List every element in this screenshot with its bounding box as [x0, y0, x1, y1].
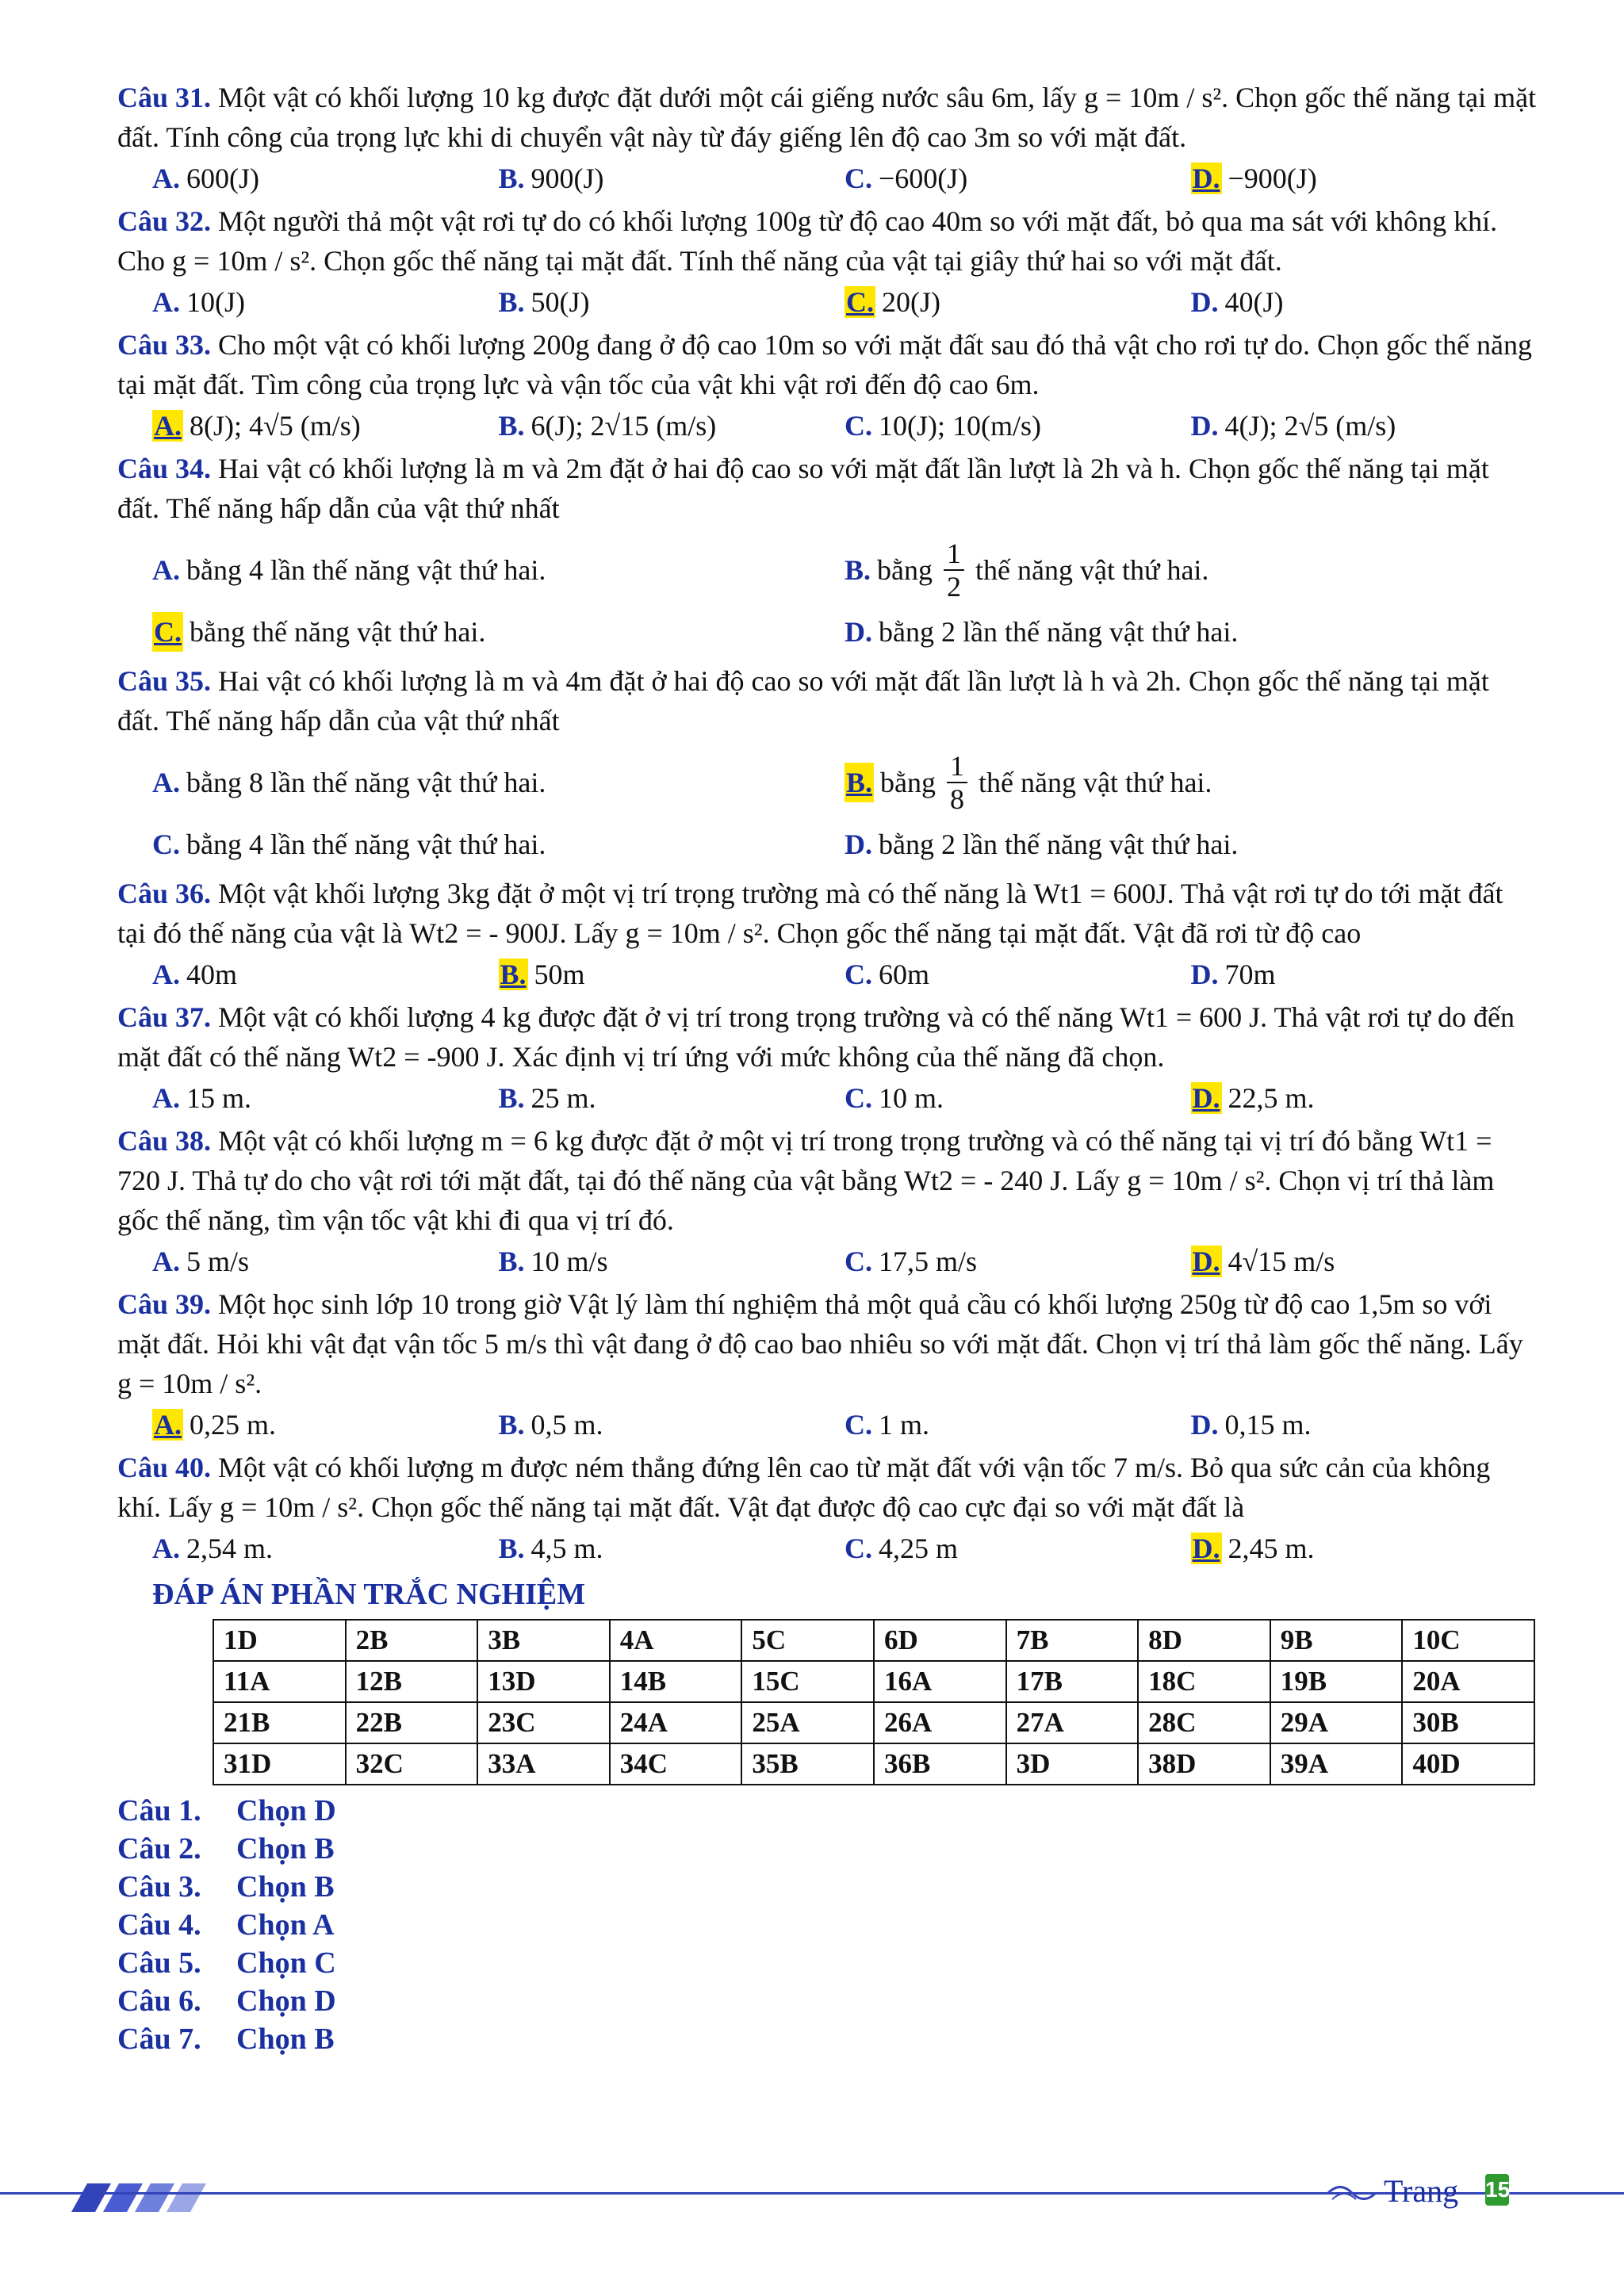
solution-question: Câu 4.	[117, 1908, 201, 1942]
option-text: 60m	[879, 959, 930, 990]
option-text: bằng 2 lần thế năng vật thứ hai.	[879, 828, 1239, 860]
option-label: B.	[498, 410, 525, 442]
option-label: A.	[152, 767, 180, 798]
answer-option	[1191, 1405, 1538, 1445]
fraction-numerator: 1	[944, 538, 964, 571]
answer-option	[1191, 1529, 1538, 1568]
answer-option	[152, 1405, 499, 1445]
option-label: B.	[498, 1246, 525, 1277]
answer-option	[152, 1242, 499, 1281]
option-text: 25 m.	[530, 1082, 596, 1114]
answer-option	[845, 538, 1537, 603]
question-34	[117, 449, 1537, 528]
table-cell: 36B	[874, 1743, 1006, 1785]
table-row	[213, 1702, 1534, 1743]
answer-options	[117, 1405, 1537, 1445]
question-number: Câu 40.	[117, 1452, 212, 1483]
question-number: Câu 32.	[117, 205, 212, 237]
correct-answer-label: B.	[845, 763, 874, 802]
question-text: Cho một vật có khối lượng 200g đang ở độ cao 10m so với mặt đất sau đó thả vật cho rơi tự do. Chọn gốc thế năng tại mặt đất. Tìm công của trọng lực và vận tốc của vật khi vật rơi đến độ cao 6m.	[117, 329, 1532, 400]
answer-option	[845, 1405, 1191, 1445]
option-label: D.	[1190, 959, 1219, 990]
answer-option	[1191, 1078, 1538, 1118]
table-cell: 33A	[477, 1743, 610, 1785]
table-cell: 5C	[741, 1620, 874, 1661]
question-text: Một vật có khối lượng m = 6 kg được đặt ở một vị trí trong trọng trường và có thế năng tại vị trí đó bằng Wt1 = 720 J. Thả tự do cho vật rơi tới mặt đất, tại đó thế năng của vật bằng Wt2 = - 240 J. Lấy g = 10m / s². Chọn vị trí thả làm gốc thế năng, tìm vận tốc vật khi đi qua vị trí đó.	[117, 1125, 1495, 1236]
option-label: B.	[498, 1533, 525, 1564]
answer-option	[152, 550, 845, 590]
answer-options	[117, 955, 1537, 994]
solution-item	[117, 1982, 1537, 2020]
table-cell: 23C	[477, 1702, 610, 1743]
solution-item	[117, 2020, 1537, 2058]
answer-option	[152, 763, 845, 802]
table-cell: 19B	[1270, 1661, 1403, 1702]
table-cell: 25A	[741, 1702, 874, 1743]
solution-item	[117, 1830, 1537, 1868]
table-cell: 26A	[874, 1702, 1006, 1743]
solution-item	[117, 1906, 1537, 1944]
question-text: Một vật có khối lượng 10 kg được đặt dưới một cái giếng nước sâu 6m, lấy g = 10m / s². Chọn gốc thế năng tại mặt đất. Tính công của trọng lực khi di chuyển vật này từ đáy giếng lên độ cao 3m so với mặt đất.	[117, 82, 1537, 153]
answer-option	[845, 1242, 1191, 1281]
answer-option	[845, 406, 1191, 446]
answer-options	[117, 1242, 1537, 1281]
footer-page-label: Trang	[1384, 2173, 1459, 2209]
table-cell: 12B	[346, 1661, 478, 1702]
answer-option	[152, 612, 845, 652]
option-text: 17,5 m/s	[879, 1246, 978, 1277]
table-row	[213, 1661, 1534, 1702]
option-text: 70m	[1224, 959, 1276, 990]
option-text: 4√15 m/s	[1228, 1246, 1335, 1277]
page-number-badge: 15	[1485, 2174, 1509, 2206]
option-text: 4(J); 2√5 (m/s)	[1224, 410, 1396, 442]
table-cell: 10C	[1402, 1620, 1534, 1661]
option-label: C.	[845, 1246, 872, 1277]
solution-item	[117, 1792, 1537, 1830]
answer-option	[499, 1529, 845, 1568]
option-text: bằng 8 lần thế năng vật thứ hai.	[186, 767, 546, 798]
solution-item	[117, 1944, 1537, 1982]
option-text: 10 m/s	[530, 1246, 608, 1277]
answer-option	[499, 159, 845, 198]
correct-answer-label: D.	[1192, 163, 1220, 194]
table-cell: 13D	[477, 1661, 610, 1702]
answer-option	[499, 1405, 845, 1445]
table-cell: 30B	[1402, 1702, 1534, 1743]
option-text: 8(J); 4√5 (m/s)	[190, 410, 361, 442]
option-text: bằng thế năng vật thứ hai.	[190, 616, 486, 648]
option-text: 2,45 m.	[1228, 1533, 1315, 1564]
table-cell: 27A	[1006, 1702, 1139, 1743]
correct-answer-label: D.	[1192, 1246, 1220, 1277]
option-label: C.	[845, 1533, 872, 1564]
option-text: 900(J)	[530, 163, 604, 194]
answer-option	[1191, 159, 1538, 198]
solution-answer: Chọn A	[236, 1908, 335, 1942]
solution-answer: Chọn B	[236, 1832, 335, 1866]
option-text: bằng	[880, 767, 936, 798]
correct-answer-label: C.	[846, 286, 874, 318]
option-text: 10(J); 10(m/s)	[879, 410, 1041, 442]
answer-option	[845, 1529, 1191, 1568]
option-label: A.	[152, 286, 180, 318]
answer-option	[1191, 955, 1538, 994]
answer-option	[499, 282, 845, 322]
question-32	[117, 201, 1537, 281]
solution-item	[117, 1868, 1537, 1906]
fraction-denominator: 2	[947, 571, 961, 603]
option-label: C.	[845, 959, 872, 990]
option-text: 15 m.	[186, 1082, 252, 1114]
question-text: Một người thả một vật rơi tự do có khối lượng 100g từ độ cao 40m so với mặt đất, bỏ qua ma sát với không khí. Cho g = 10m / s². Chọn gốc thế năng tại mặt đất. Tính thế năng của vật tại giây thứ hai so với mặt đất.	[117, 205, 1498, 277]
table-cell: 9B	[1270, 1620, 1403, 1661]
option-text: 6(J); 2√15 (m/s)	[530, 410, 717, 442]
solution-answer: Chọn B	[236, 2022, 335, 2056]
question-text: Hai vật có khối lượng là m và 2m đặt ở hai độ cao so với mặt đất lần lượt là 2h và h. Chọn gốc thế năng tại mặt đất. Thế năng hấp dẫn của vật thứ nhất	[117, 453, 1489, 524]
option-text: 40(J)	[1224, 286, 1284, 318]
table-cell: 7B	[1006, 1620, 1139, 1661]
table-cell: 14B	[610, 1661, 742, 1702]
option-text: 20(J)	[882, 286, 940, 318]
table-cell: 31D	[213, 1743, 346, 1785]
option-text: 10 m.	[879, 1082, 944, 1114]
option-label: D.	[1190, 1409, 1219, 1441]
question-text: Hai vật có khối lượng là m và 4m đặt ở hai độ cao so với mặt đất lần lượt là h và 2h. Chọn gốc thế năng tại mặt đất. Thế năng hấp dẫn của vật thứ nhất	[117, 665, 1489, 737]
question-text: Một vật khối lượng 3kg đặt ở một vị trí trọng trường mà có thế năng là Wt1 = 600J. Thả vật rơi tự do tới mặt đất tại đó thế năng của vật là Wt2 = - 900J. Lấy g = 10m / s². Chọn gốc thế năng tại mặt đất. Vật đã rơi từ độ cao	[117, 878, 1503, 949]
option-label: C.	[845, 410, 872, 442]
option-text: 0,25 m.	[190, 1409, 277, 1441]
answer-options	[117, 1078, 1537, 1118]
option-text: bằng	[877, 554, 933, 586]
option-text: 4,5 m.	[530, 1533, 603, 1564]
table-cell: 39A	[1270, 1743, 1403, 1785]
answer-option	[152, 1078, 499, 1118]
table-cell: 18C	[1138, 1661, 1270, 1702]
table-cell: 22B	[346, 1702, 478, 1743]
solution-question: Câu 5.	[117, 1946, 201, 1980]
option-label: A.	[152, 554, 180, 586]
answer-option	[499, 1078, 845, 1118]
solution-answer: Chọn C	[236, 1946, 336, 1980]
answer-option	[499, 1242, 845, 1281]
option-text: 0,15 m.	[1224, 1409, 1312, 1441]
answer-options-row	[117, 538, 1537, 603]
answer-option	[845, 955, 1191, 994]
solution-list	[117, 1792, 1537, 2058]
option-text: −900(J)	[1228, 163, 1317, 194]
answer-option	[152, 1529, 499, 1568]
solution-question: Câu 6.	[117, 1984, 201, 2018]
option-label: B.	[498, 1409, 525, 1441]
option-text: 22,5 m.	[1228, 1082, 1315, 1114]
answer-option	[499, 406, 845, 446]
option-text: bằng 4 lần thế năng vật thứ hai.	[186, 554, 546, 586]
answer-option	[1191, 282, 1538, 322]
fraction	[947, 750, 967, 815]
option-label: C.	[845, 163, 872, 194]
option-label: C.	[845, 1409, 872, 1441]
option-label: D.	[845, 828, 872, 860]
option-label: B.	[498, 163, 525, 194]
option-label: A.	[152, 163, 180, 194]
table-cell: 11A	[213, 1661, 346, 1702]
option-label: C.	[845, 1082, 872, 1114]
footer-stripes	[0, 2182, 222, 2214]
answer-options	[117, 1529, 1537, 1568]
option-label: A.	[152, 1246, 180, 1277]
answer-options-row	[117, 612, 1537, 652]
table-row	[213, 1620, 1534, 1661]
table-cell: 21B	[213, 1702, 346, 1743]
question-36	[117, 874, 1537, 953]
question-number: Câu 34.	[117, 453, 212, 484]
option-text: thế năng vật thứ hai.	[979, 767, 1212, 798]
option-label: B.	[845, 554, 871, 586]
option-label: D.	[1190, 410, 1219, 442]
answer-options	[117, 406, 1537, 446]
option-label: A.	[152, 1533, 180, 1564]
table-cell: 8D	[1138, 1620, 1270, 1661]
option-text: 2,54 m.	[186, 1533, 274, 1564]
answer-table	[213, 1619, 1535, 1785]
question-39	[117, 1284, 1537, 1403]
table-cell: 35B	[741, 1743, 874, 1785]
answer-options-row	[117, 825, 1537, 864]
correct-answer-label: A.	[154, 410, 182, 442]
question-number: Câu 39.	[117, 1288, 212, 1320]
answer-option	[152, 825, 845, 864]
question-list	[117, 78, 1537, 1568]
option-label: A.	[152, 959, 180, 990]
table-cell: 29A	[1270, 1702, 1403, 1743]
table-cell: 15C	[741, 1661, 874, 1702]
question-number: Câu 36.	[117, 878, 212, 909]
ornament-icon	[1324, 2177, 1380, 2209]
table-cell: 3B	[477, 1620, 610, 1661]
answer-option	[152, 282, 499, 322]
table-cell: 17B	[1006, 1661, 1139, 1702]
table-cell: 20A	[1402, 1661, 1534, 1702]
correct-answer-label: D.	[1192, 1533, 1220, 1564]
question-37	[117, 997, 1537, 1077]
answer-option	[499, 955, 845, 994]
option-label: B.	[498, 1082, 525, 1114]
option-label: D.	[1190, 286, 1219, 318]
table-cell: 6D	[874, 1620, 1006, 1661]
correct-answer-label: C.	[152, 612, 183, 652]
question-number: Câu 38.	[117, 1125, 212, 1157]
table-row	[213, 1743, 1534, 1785]
fraction-numerator: 1	[947, 750, 967, 783]
table-cell: 4A	[610, 1620, 742, 1661]
option-text: 50(J)	[530, 286, 590, 318]
option-label: B.	[498, 286, 525, 318]
option-text: −600(J)	[879, 163, 968, 194]
solution-question: Câu 7.	[117, 2022, 201, 2056]
footer-rule	[0, 2192, 1624, 2195]
table-cell: 3D	[1006, 1743, 1139, 1785]
answer-options	[117, 282, 1537, 322]
correct-answer-label: D.	[1192, 1082, 1220, 1114]
correct-answer-label: A.	[154, 1409, 182, 1441]
table-cell: 16A	[874, 1661, 1006, 1702]
option-text: 1 m.	[879, 1409, 930, 1441]
answer-options-row	[117, 750, 1537, 815]
option-text: 5 m/s	[186, 1246, 250, 1277]
option-text: 4,25 m	[879, 1533, 959, 1564]
question-text: Một học sinh lớp 10 trong giờ Vật lý làm thí nghiệm thả một quả cầu có khối lượng 250g từ độ cao 1,5m so với mặt đất. Hỏi khi vật đạt vận tốc 5 m/s thì vật đang ở độ cao bao nhiêu so với mặt đất. Chọn vị trí thả làm gốc thế năng. Lấy g = 10m / s².	[117, 1288, 1523, 1399]
answer-option	[845, 612, 1537, 652]
table-cell: 40D	[1402, 1743, 1534, 1785]
option-text: bằng 4 lần thế năng vật thứ hai.	[186, 828, 546, 860]
answer-option	[845, 1078, 1191, 1118]
option-label: C.	[152, 828, 180, 860]
table-cell: 28C	[1138, 1702, 1270, 1743]
solution-question: Câu 2.	[117, 1832, 201, 1866]
question-33	[117, 325, 1537, 404]
answer-option	[1191, 406, 1538, 446]
solution-question: Câu 1.	[117, 1794, 201, 1827]
table-cell: 2B	[346, 1620, 478, 1661]
question-number: Câu 37.	[117, 1001, 212, 1033]
table-cell: 34C	[610, 1743, 742, 1785]
option-text: 40m	[186, 959, 238, 990]
question-31	[117, 78, 1537, 157]
solution-answer: Chọn D	[236, 1984, 336, 2018]
question-number: Câu 35.	[117, 665, 212, 697]
option-text: 10(J)	[186, 286, 245, 318]
table-cell: 24A	[610, 1702, 742, 1743]
answer-option	[1191, 1242, 1538, 1281]
fraction	[944, 538, 964, 603]
question-text: Một vật có khối lượng m được ném thẳng đứng lên cao từ mặt đất với vận tốc 7 m/s. Bỏ qua sức cản của không khí. Lấy g = 10m / s². Chọn gốc thế năng tại mặt đất. Vật đạt được độ cao cực đại so với mặt đất là	[117, 1452, 1491, 1523]
option-text: thế năng vật thứ hai.	[975, 554, 1209, 586]
correct-answer-label: B.	[500, 959, 527, 990]
document-content	[117, 78, 1537, 2058]
answer-option	[845, 825, 1537, 864]
answer-option	[845, 750, 1537, 815]
option-text: 600(J)	[186, 163, 259, 194]
solution-answer: Chọn B	[236, 1870, 335, 1904]
fraction-denominator: 8	[950, 783, 964, 815]
answer-option	[845, 282, 1191, 322]
answer-options	[117, 159, 1537, 198]
option-text: bằng 2 lần thế năng vật thứ hai.	[879, 616, 1239, 648]
answer-section-title: ĐÁP ÁN PHẦN TRẮC NGHIỆM	[152, 1578, 586, 1611]
table-cell: 32C	[346, 1743, 478, 1785]
question-40	[117, 1448, 1537, 1527]
solution-question: Câu 3.	[117, 1870, 201, 1904]
question-number: Câu 31.	[117, 82, 212, 113]
question-38	[117, 1121, 1537, 1240]
question-number: Câu 33.	[117, 329, 212, 361]
question-35	[117, 661, 1537, 740]
option-text: 0,5 m.	[530, 1409, 603, 1441]
option-label: D.	[845, 616, 872, 648]
option-label: A.	[152, 1082, 180, 1114]
answer-option	[152, 955, 499, 994]
solution-answer: Chọn D	[236, 1794, 336, 1827]
option-text: 50m	[534, 959, 585, 990]
table-cell: 1D	[213, 1620, 346, 1661]
question-text: Một vật có khối lượng 4 kg được đặt ở vị trí trong trọng trường và có thế năng Wt1 = 600 J. Thả vật rơi tự do đến mặt đất có thế năng Wt2 = -900 J. Xác định vị trí ứng với mức không của thế năng đã chọn.	[117, 1001, 1515, 1073]
answer-option	[152, 406, 499, 446]
answer-option	[152, 159, 499, 198]
table-cell: 38D	[1138, 1743, 1270, 1785]
answer-option	[845, 159, 1191, 198]
